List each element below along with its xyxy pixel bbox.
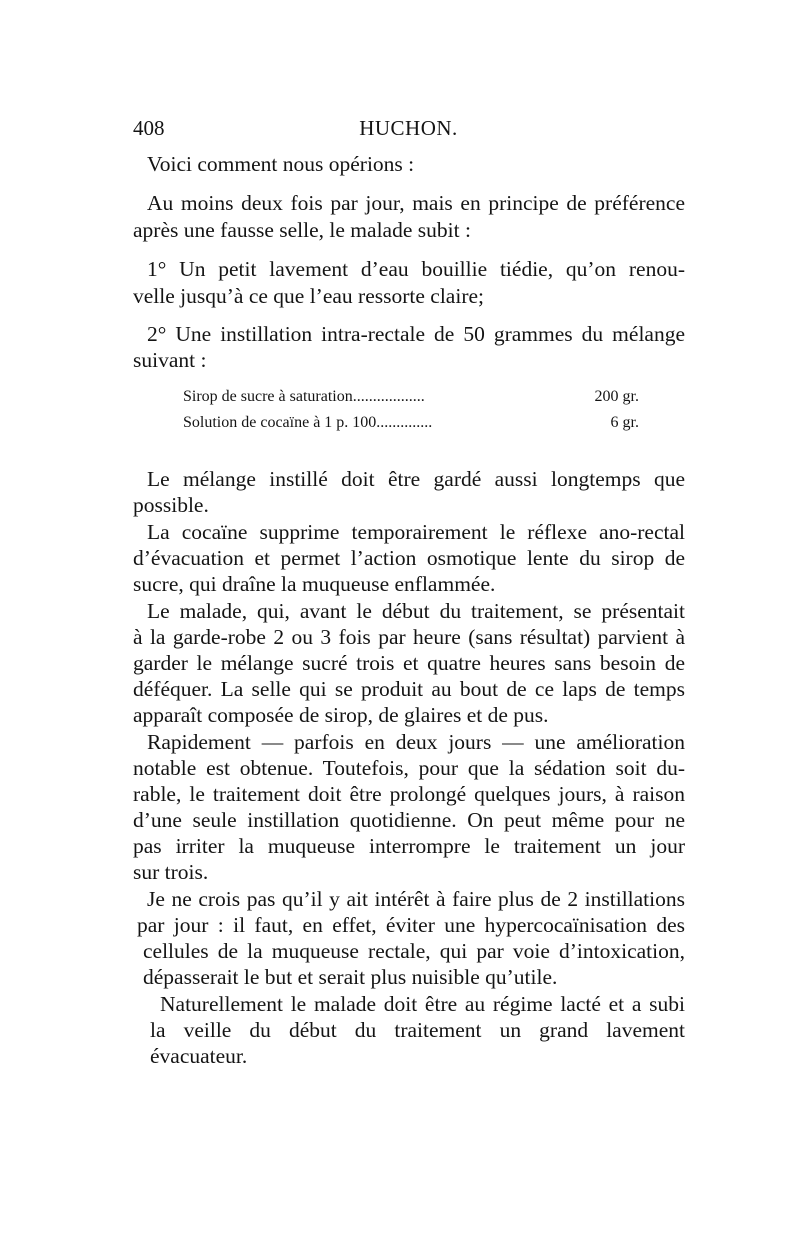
recipe-quantity: 6 gr. — [610, 414, 639, 431]
text-line: apparaît composée de sirop, de glaires et de pus. — [133, 703, 549, 727]
page-header — [133, 116, 684, 144]
text-line: velle jusqu’à ce que l’eau ressorte claire; — [133, 284, 484, 308]
text-line: à la garde-robe 2 ou 3 fois par heure (sans résultat) parvient à — [133, 625, 685, 649]
text-line: Je ne crois pas qu’il y ait intérêt à faire plus de 2 instillations — [147, 887, 685, 911]
text-line: notable est obtenue. Toutefois, pour que la sédation soit du- — [133, 756, 685, 780]
text-line: par jour : il faut, en effet, éviter une hypercocaïnisation des — [137, 913, 685, 937]
text-line: suivant : — [133, 348, 207, 372]
text-line: sucre, qui draîne la muqueuse enflammée. — [133, 572, 496, 596]
text-line: Au moins deux fois par jour, mais en principe de préférence — [147, 191, 685, 215]
recipe-row — [183, 388, 639, 408]
text-line: rable, le traitement doit être prolongé quelques jours, à raison — [133, 782, 685, 806]
text-line: Naturellement le malade doit être au régime lacté et a subi — [160, 992, 685, 1016]
recipe-ingredient: Sirop de sucre à saturation.................. — [183, 388, 425, 405]
text-line: garder le mélange sucré trois et quatre heures sans besoin de — [133, 651, 685, 675]
text-line: d’évacuation et permet l’action osmotique lente du sirop de — [133, 546, 685, 570]
text-line: dépasserait le but et serait plus nuisible qu’utile. — [143, 965, 558, 989]
text-line: 2° Une instillation intra-rectale de 50 grammes du mélange — [147, 322, 685, 346]
text-line: Le malade, qui, avant le début du traitement, se présentait — [147, 599, 685, 623]
text-line: Voici comment nous opérions : — [147, 152, 415, 176]
recipe-ingredient: Solution de cocaïne à 1 p. 100.............. — [183, 414, 433, 431]
text-line: 1° Un petit lavement d’eau bouillie tiédie, qu’on renou- — [147, 257, 685, 281]
text-line: Le mélange instillé doit être gardé aussi longtemps que — [147, 467, 685, 491]
text-line: la veille du début du traitement un grand lavement évacuateur. — [150, 1018, 685, 1068]
text-line: d’une seule instillation quotidienne. On peut même pour ne — [133, 808, 685, 832]
text-line: Rapidement — parfois en deux jours — une amélioration — [147, 730, 685, 754]
text-line: après une fausse selle, le malade subit : — [133, 218, 471, 242]
text-line: déféquer. La selle qui se produit au bout de ce laps de temps — [133, 677, 685, 701]
recipe-row — [183, 414, 639, 434]
running-head: HUCHON. — [359, 116, 458, 140]
text-line: sur trois. — [133, 860, 209, 884]
recipe-quantity: 200 gr. — [594, 388, 639, 405]
text-line: cellules de la muqueuse rectale, qui par voie d’intoxication, — [143, 939, 685, 963]
text-line: La cocaïne supprime temporairement le réflexe ano-rectal — [147, 520, 685, 544]
page-number: 408 — [133, 116, 165, 140]
text-line: pas irriter la muqueuse interrompre le traitement un jour — [133, 834, 685, 858]
text-line: possible. — [133, 493, 209, 517]
